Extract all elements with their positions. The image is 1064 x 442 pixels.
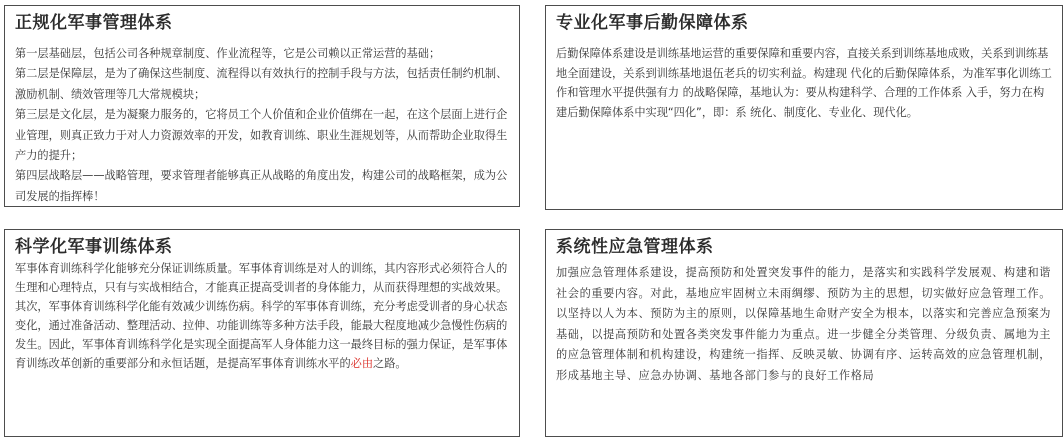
paragraph-layer-4: 第四层战略层——战略管理，要求管理者能够真正从战略的角度出发，构建公司的战略框架，成为公司发展的指挥棒！ (15, 169, 508, 203)
card-title: 科学化军事训练体系 (15, 237, 173, 257)
card-systematic-emergency-management (545, 229, 1063, 437)
highlighted-text: 必由 (350, 357, 374, 370)
card-title: 专业化军事后勤保障体系 (556, 13, 749, 33)
card-paragraph: 加强应急管理体系建设，提高预防和处置突发事件的能力，是落实和实践科学发展观、构建和谐社会的重要内容。对此，基地应牢固树立未雨绸缪、预防为主的思想，切实做好应急管理工作。以坚持以人为本、预防为主的原则，以保障基地生命财产安全为根本，以落实和完善应急预案为基础，以提高预防和处置各类突发事件能力为重点。进一步健全分类管理、分级负责、属地为主的应急管理体制和机构建设，构建统一指挥、反映灵敏、协调有序、运转高效的应急管理机制，形成基地主导、应急办协调、基地各部门参与的良好工作格局 (556, 266, 1052, 382)
card-scientific-military-training (4, 229, 520, 437)
paragraph-layer-3: 第三层是文化层，是为凝聚力服务的，它将员工个人价值和企业价值绑在一起，在这个层面上进行企业管理，则真正致力于对人力资源效率的开发，如教育训练、职业生涯规划等，从而帮助企业取得生产力的提升； (15, 108, 508, 163)
paragraph-text-end: 之路。 (373, 357, 407, 370)
card-body (15, 44, 509, 207)
card-title: 正规化军事管理体系 (15, 13, 173, 33)
card-title: 系统性应急管理体系 (556, 237, 714, 257)
card-body (556, 263, 1052, 387)
paragraph-layer-1: 第一层基础层，包括公司各种规章制度、作业流程等，它是公司赖以正常运营的基础； (15, 47, 441, 60)
paragraph-text: 军事体育训练科学化能够充分保证训练质量。军事体育训练是对人的训练，其内容形式必须符合人的生理和心理特点，只有与实战相结合，才能真正提高受训者的身体能力，从而获得理想的实战效果。其次，军事体育训练科学化能有效减少训练伤病。科学的军事体育训练，充分考虑受训者的身心状态变化，通过准备活动、整理活动、拉伸、功能训练等多种方法手段，能最大程度地减少急慢性伤病的发生。因此，军事体育训练科学化是实现全面提高军人身体能力这一最终目标的强力保证，是军事体育训练改革创新的重要部分和永恒话题，是提高军事体育训练水平的 (15, 262, 508, 370)
paragraph-layer-2: 第二层是保障层，是为了确保这些制度、流程得以有效执行的控制手段与方法，包括责任制约机制、激励机制、绩效管理等几大常规模块； (15, 67, 508, 101)
card-professional-logistics-support (545, 5, 1063, 210)
card-paragraph: 后勤保障体系建设是训练基地运营的重要保障和重要内容，直接关系到训练基地成败，关系到训练基地全面建设，关系到训练基地退伍老兵的切实利益。构建现 代化的后勤保障体系，为准军事化训练工作和管理水平提供强有力 的战略保障，基地认为：要从构建科学、合理的工作体系 入手，努力在构建后勤保障体系中实现“四化”，即：系 统化、制度化、专业化、现代化。 (556, 47, 1052, 119)
card-paragraph (15, 259, 509, 373)
card-body (556, 44, 1052, 122)
card-body (15, 259, 509, 373)
card-regularized-military-management (4, 5, 520, 207)
